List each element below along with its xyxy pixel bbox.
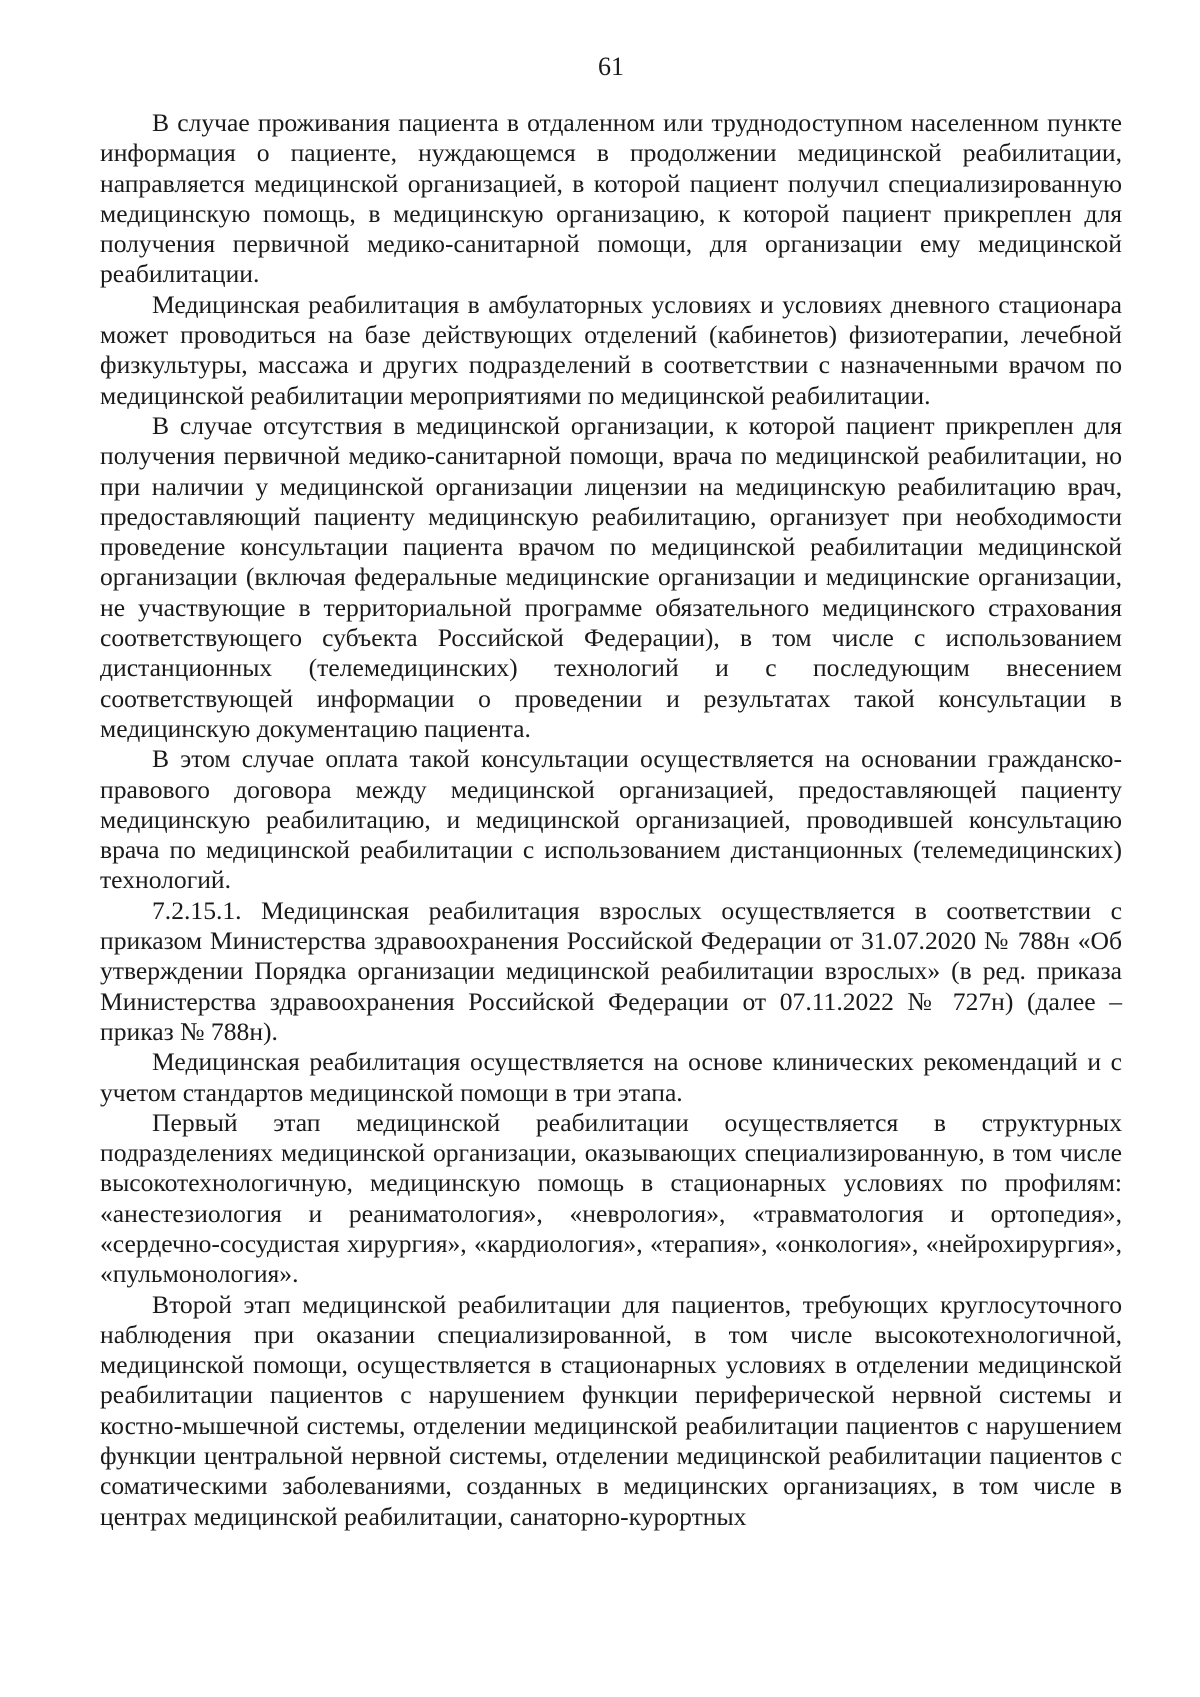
paragraph-no-rehab-doctor: В случае отсутствия в медицинской организации, к которой пациент прикреплен для получения первичной медико-санитарной помощи, врача по медицинской реабилитации, но при наличии у медицинской организации лицензии на медицинскую реабилитацию врач, предоставляющий пациенту медицинскую реабилитацию, организует при необходимости проведение консультации пациента врачом по медицинской реабилитации медицинской организации (включая федеральные медицинские организации и медицинские организации, не участвующие в территориальной программе обязательного медицинского страхования соответствующего субъекта Российской Федерации), в том числе с использованием дистанционных (телемедицинских) технологий и с последующим внесением соответствующей информации о проведении и результатах такой консультации в медицинскую документацию пациента. (100, 410, 1122, 743)
paragraph-remote-patient: В случае проживания пациента в отдаленном или труднодоступном населенном пункте информация о пациенте, нуждающемся в продолжении медицинской реабилитации, направляется медицинской организацией, в которой пациент получил специализированную медицинскую помощь, в медицинскую организацию, к которой пациент прикреплен для получения первичной медико-санитарной помощи, для организации ему медицинской реабилитации. (100, 108, 1122, 289)
paragraph-three-stages: Медицинская реабилитация осуществляется на основе клинических рекомендаций и с учетом стандартов медицинской помощи в три этапа. (100, 1047, 1122, 1107)
paragraph-consultation-payment: В этом случае оплата такой консультации осуществляется на основании гражданско-правового договора между медицинской организацией, предоставляющей пациенту медицинскую реабилитацию, и медицинской организацией, проводившей консультацию врача по медицинской реабилитации с использованием дистанционных (телемедицинских) технологий. (100, 744, 1122, 895)
paragraph-first-stage: Первый этап медицинской реабилитации осуществляется в структурных подразделениях медицинской организации, оказывающих специализированную, в том числе высокотехнологичную, медицинскую помощь в стационарных условиях по профилям: «анестезиология и реаниматология», «неврология», «травматология и ортопедия», «сердечно-сосудистая хирургия», «кардиология», «терапия», «онкология», «нейрохирургия», «пульмонология». (100, 1107, 1122, 1289)
paragraph-outpatient-rehab: Медицинская реабилитация в амбулаторных условиях и условиях дневного стационара может проводиться на базе действующих отделений (кабинетов) физиотерапии, лечебной физкультуры, массажа и других подразделений в соответствии с назначенными врачом по медицинской реабилитации мероприятиями по медицинской реабилитации. (100, 289, 1122, 410)
paragraph-second-stage: Второй этап медицинской реабилитации для пациентов, требующих круглосуточного наблюдения при оказании специализированной, в том числе высокотехнологичной, медицинской помощи, осуществляется в стационарных условиях в отделении медицинской реабилитации пациентов с нарушением функции периферической нервной системы и костно-мышечной системы, отделении медицинской реабилитации пациентов с нарушением функции центральной нервной системы, отделении медицинской реабилитации пациентов с соматическими заболеваниями, созданных в медицинских организациях, в том числе в центрах медицинской реабилитации, санаторно-курортных (100, 1289, 1122, 1531)
paragraph-section-7-2-15-1: 7.2.15.1. Медицинская реабилитация взрослых осуществляется в соответствии с приказом Министерства здравоохранения Российской Федерации от 31.07.2020 № 788н «Об утверждении Порядка организации медицинской реабилитации взрослых» (в ред. приказа Министерства здравоохранения Российской Федерации от 07.11.2022 № 727н) (далее – приказ № 788н). (100, 895, 1122, 1046)
document-body (100, 108, 1122, 1532)
page-number: 61 (598, 52, 624, 81)
